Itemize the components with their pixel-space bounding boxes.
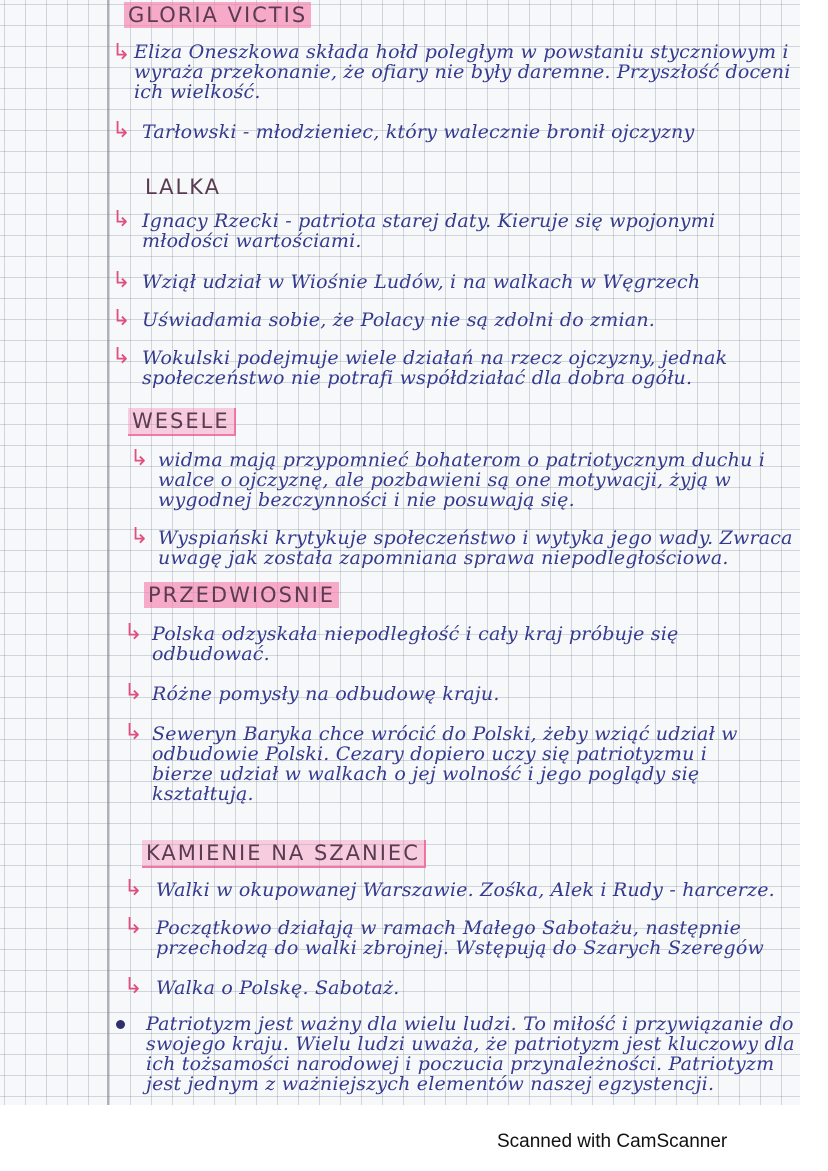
note-text: Patriotyzm jest ważny dla wielu ludzi. To miłość i przywiązanie do swojego kraju. Wielu ludzi uważa, że patriotyzm jest kluczowy dla ich tożsamości narodowej i poczucia przynależności. Patriotyzm jest jednym z ważniejszych elementów naszej egzystencji. [146,1013,795,1095]
note-text: Tarłowski - młodzieniec, który walecznie bronił ojczyzny [142,121,695,143]
arrow-bullet-icon: ↳ [124,620,143,645]
note-text: Ignacy Rzecki - patriota starej daty. Kieruje się wpojonymi młodości wartościami. [142,210,716,252]
note-text: widma mają przypomnieć bohaterom o patriotycznym duchu i walce o ojczyznę, ale pozbawieni są one motywacji, żyją w wygodnej bezczynności i nie posuwają się. [158,449,766,511]
heading-lalka [141,174,225,200]
note-text: Wyspiański krytykuje społeczeństwo i wytyka jego wady. Zwraca uwagę jak została zapomniana sprawa niepodległościowa. [158,527,793,569]
arrow-bullet-icon: ↳ [112,344,131,369]
note-text: Początkowo działają w ramach Małego Sabotażu, następnie przechodzą do walki zbrojnej. Wstępują do Szarych Szeregów [156,917,764,959]
arrow-bullet-icon: ↳ [112,268,131,293]
arrow-bullet-icon: ↳ [130,524,149,549]
note-text: Uświadamia sobie, że Polacy nie są zdolni do zmian. [142,309,656,331]
heading-gloria-victis [124,2,311,28]
arrow-bullet-icon: ↳ [112,207,131,232]
arrow-bullet-icon: ↳ [124,720,143,745]
note-text: Wokulski podejmuje wiele działań na rzecz ojczyzny, jednak społeczeństwo nie potrafi współdziałać dla dobra ogółu. [142,347,728,389]
arrow-bullet-icon: ↳ [124,914,143,939]
note-text: Walki w okupowanej Warszawie. Zośka, Alek i Rudy - harcerze. [156,879,775,901]
scanner-watermark: Scanned with CamScanner [497,1131,728,1152]
note-text: Eliza Oneszkowa składa hołd poległym w powstaniu styczniowym i wyraża przekonanie, że ofiary nie były daremne. Przyszłość doceni ich wielkość. [134,41,791,103]
note-text: Walka o Polskę. Sabotaż. [156,977,400,999]
arrow-bullet-icon: ↳ [130,446,149,471]
heading-kamienie-na-szaniec [142,840,426,866]
heading-kamienie-text: KAMIENIE NA SZANIEC [142,840,426,868]
arrow-bullet-icon: ↳ [112,118,131,143]
note-text: Różne pomysły na odbudowę kraju. [152,683,500,705]
note-text: Polska odzyskała niepodległość i cały kraj próbuje się odbudować. [152,623,679,665]
note-text: Seweryn Baryka chce wrócić do Polski, żeby wziąć udział w odbudowie Polski. Cezary dopiero uczy się patriotyzmu i bierze udział w walkach o jej wolność i jego poglądy się kształtują. [152,723,738,805]
arrow-bullet-icon: ↳ [124,876,143,901]
heading-lalka-text: LALKA [145,175,222,199]
heading-przedwiosnie [144,582,339,608]
dot-bullet-icon [116,1020,125,1029]
arrow-bullet-icon: ↳ [112,40,131,65]
arrow-bullet-icon: ↳ [124,680,143,705]
arrow-bullet-icon: ↳ [112,306,131,331]
heading-gloria-victis-text: GLORIA VICTIS [124,2,311,28]
heading-wesele-text: WESELE [128,408,236,436]
note-text: Wziął udział w Wiośnie Ludów, i na walkach w Węgrzech [142,271,701,293]
heading-przedwiosnie-text: PRZEDWIOSNIE [144,582,339,608]
arrow-bullet-icon: ↳ [124,974,143,999]
heading-wesele [128,408,236,434]
